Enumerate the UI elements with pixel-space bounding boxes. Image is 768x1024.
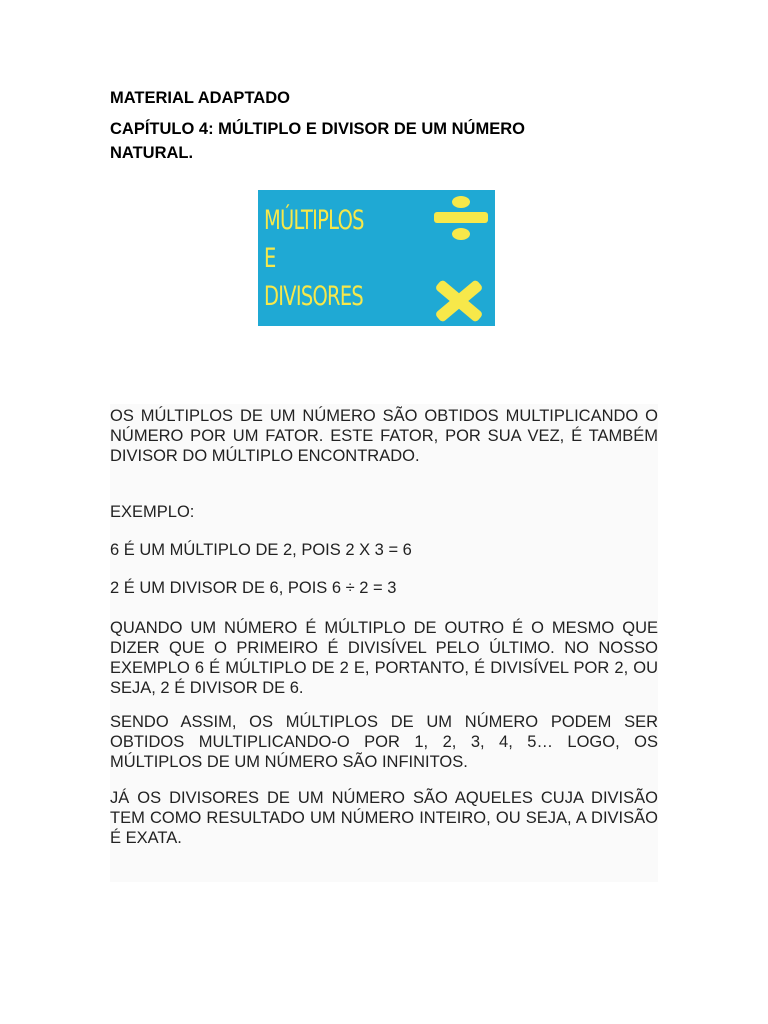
multiplication-icon <box>434 279 483 323</box>
content-block <box>110 404 658 882</box>
paragraph-infinite-multiples: SENDO ASSIM, OS MÚLTIPLOS DE UM NÚMERO PODEM SER OBTIDOS MULTIPLICANDO-O POR 1, 2, 3, 4, 5… LOGO, OS MÚLTIPLOS DE UM NÚMERO SÃO INFINITOS. <box>110 713 658 771</box>
multiples-divisors-banner <box>258 190 495 326</box>
banner-line-e: E <box>264 243 276 274</box>
paragraph-definition: OS MÚLTIPLOS DE UM NÚMERO SÃO OBTIDOS MULTIPLICANDO O NÚMERO POR UM FATOR. ESTE FATOR, POR SUA VEZ, É TAMBÉM DIVISOR DO MÚLTIPLO ENCONTRADO. <box>110 407 658 465</box>
division-icon <box>434 196 488 240</box>
banner-line-divisores: DIVISORES <box>264 281 364 312</box>
banner-line-multiplos: MÚLTIPLOS <box>264 205 364 236</box>
paragraph-divisors: JÁ OS DIVISORES DE UM NÚMERO SÃO AQUELES CUJA DIVISÃO TEM COMO RESULTADO UM NÚMERO INTEIRO, OU SEJA, A DIVISÃO É EXATA. <box>110 789 658 847</box>
example-divisor: 2 É UM DIVISOR DE 6, POIS 6 ÷ 2 = 3 <box>110 579 397 597</box>
document-title: MATERIAL ADAPTADO <box>110 89 290 107</box>
example-label: EXEMPLO: <box>110 503 195 521</box>
chapter-title: CAPÍTULO 4: MÚLTIPLO E DIVISOR DE UM NÚMERO NATURAL. <box>110 120 525 162</box>
example-multiple: 6 É UM MÚLTIPLO DE 2, POIS 2 X 3 = 6 <box>110 541 412 559</box>
paragraph-divisibility: QUANDO UM NÚMERO É MÚLTIPLO DE OUTRO É O MESMO QUE DIZER QUE O PRIMEIRO É DIVISÍVEL PELO ÚLTIMO. NO NOSSO EXEMPLO 6 É MÚLTIPLO DE 2 E, PORTANTO, É DIVISÍVEL POR 2, OU SEJA, 2 É DIVISOR DE 6. <box>110 619 658 697</box>
